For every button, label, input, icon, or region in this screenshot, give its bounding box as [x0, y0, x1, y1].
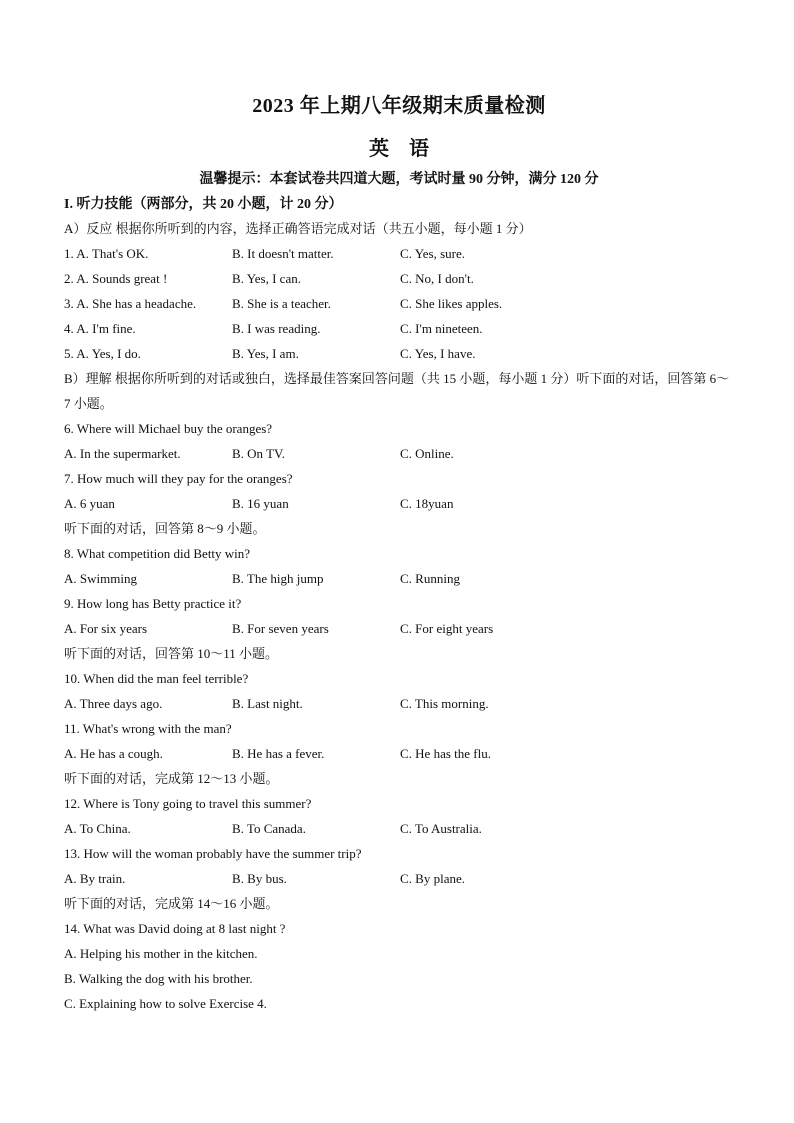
option-a: A. For six years: [64, 621, 148, 636]
option-a: 2. A. Sounds great !: [64, 271, 168, 286]
section-heading: I. 听力技能（两部分，共 20 小题，计 20 分）: [64, 197, 343, 212]
question-text: 13. How will the woman probably have the summer trip?: [64, 846, 362, 861]
question-text: 14. What was David doing at 8 last night ?: [64, 921, 286, 936]
option-b: B. The high jump: [232, 571, 324, 586]
exam-tip: 温馨提示：本套试卷共四道大题，考试时量 90 分钟，满分 120 分: [199, 172, 599, 187]
question-row: [64, 316, 734, 341]
question-text: 11. What's wrong with the man?: [64, 721, 232, 736]
question-text: 12. Where is Tony going to travel this summer?: [64, 796, 312, 811]
question-options: [64, 691, 734, 716]
option-b: B. Yes, I am.: [232, 346, 299, 361]
option-b: B. By bus.: [232, 871, 287, 886]
option-b: B. For seven years: [232, 621, 329, 636]
option-a: 1. A. That's OK.: [64, 246, 149, 261]
option-b: B. Last night.: [232, 696, 303, 711]
option-b: B. Yes, I can.: [232, 271, 301, 286]
option-b: B. To Canada.: [232, 821, 306, 836]
exam-subject: 英 语: [369, 138, 429, 160]
option-a: A. Helping his mother in the kitchen.: [64, 946, 258, 961]
question-options: [64, 816, 734, 841]
option-c: C. No, I don't.: [400, 271, 474, 286]
option-a: A. 6 yuan: [64, 496, 115, 511]
option-a: A. Swimming: [64, 571, 137, 586]
option-b: B. On TV.: [232, 446, 285, 461]
part-a-instruction: A）反应 根据你所听到的内容，选择正确答语完成对话（共五小题，每小题 1 分）: [64, 221, 532, 236]
question-text: 9. How long has Betty practice it?: [64, 596, 242, 611]
option-b: B. It doesn't matter.: [232, 246, 334, 261]
dialogue-intro: 听下面的对话，回答第 8～9 小题。: [64, 521, 266, 536]
option-c: C. I'm nineteen.: [400, 321, 483, 336]
part-b-instruction: B）理解 根据你所听到的对话或独白，选择最佳答案回答问题（共 15 小题，每小题 1 分）听下面的对话，回答第 6～7 小题。: [64, 371, 730, 411]
option-b: B. He has a fever.: [232, 746, 325, 761]
option-b: B. She is a teacher.: [232, 296, 331, 311]
option-b: B. 16 yuan: [232, 496, 289, 511]
option-a: 3. A. She has a headache.: [64, 296, 197, 311]
option-a: 5. A. Yes, I do.: [64, 346, 141, 361]
question-row: [64, 291, 734, 316]
option-a: A. In the supermarket.: [64, 446, 181, 461]
question-options: [64, 491, 734, 516]
option-a: A. By train.: [64, 871, 126, 886]
option-c: C. Explaining how to solve Exercise 4.: [64, 996, 267, 1011]
question-options: [64, 441, 734, 466]
question-options: [64, 566, 734, 591]
question-options: [64, 866, 734, 891]
dialogue-intro: 听下面的对话，完成第 14～16 小题。: [64, 896, 279, 911]
question-row: [64, 241, 734, 266]
option-c: C. Yes, sure.: [400, 246, 466, 261]
option-c: C. Running: [400, 571, 460, 586]
option-c: C. For eight years: [400, 621, 494, 636]
question-row: [64, 341, 734, 366]
option-c: C. He has the flu.: [400, 746, 491, 761]
option-a: A. Three days ago.: [64, 696, 163, 711]
option-c: C. By plane.: [400, 871, 465, 886]
dialogue-intro: 听下面的对话，回答第 10～11 小题。: [64, 646, 279, 661]
question-options: [64, 616, 734, 641]
question-text: 8. What competition did Betty win?: [64, 546, 251, 561]
option-b: B. I was reading.: [232, 321, 321, 336]
option-c: C. This morning.: [400, 696, 489, 711]
option-c: C. To Australia.: [400, 821, 482, 836]
exam-title: 2023 年上期八年级期末质量检测: [252, 95, 546, 117]
option-c: C. 18yuan: [400, 496, 454, 511]
option-a: 4. A. I'm fine.: [64, 321, 136, 336]
question-text: 10. When did the man feel terrible?: [64, 671, 249, 686]
option-a: A. He has a cough.: [64, 746, 163, 761]
question-text: 6. Where will Michael buy the oranges?: [64, 421, 273, 436]
question-options: [64, 741, 734, 766]
dialogue-intro: 听下面的对话，完成第 12～13 小题。: [64, 771, 279, 786]
option-c: C. Online.: [400, 446, 454, 461]
option-c: C. Yes, I have.: [400, 346, 476, 361]
question-row: [64, 266, 734, 291]
option-a: A. To China.: [64, 821, 131, 836]
question-text: 7. How much will they pay for the oranges?: [64, 471, 293, 486]
option-c: C. She likes apples.: [400, 296, 503, 311]
exam-page: [64, 92, 734, 1016]
option-b: B. Walking the dog with his brother.: [64, 971, 253, 986]
